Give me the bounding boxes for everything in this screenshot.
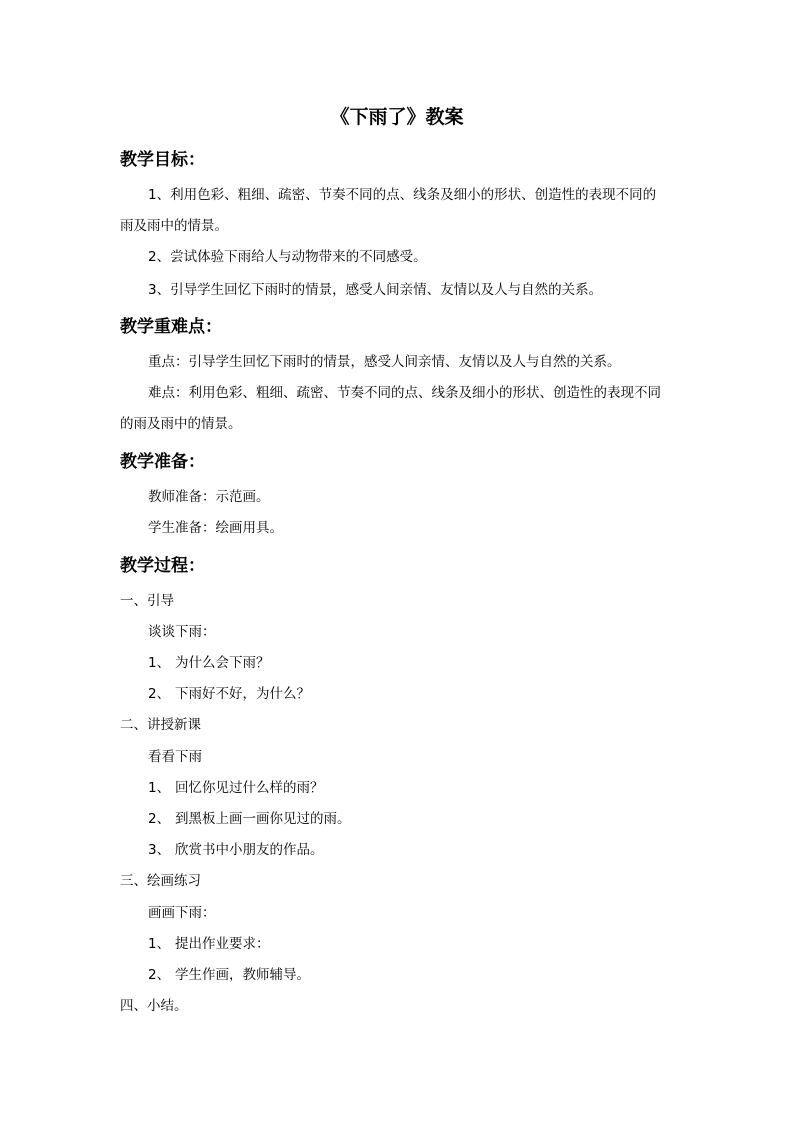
process-heading: 教学过程： (120, 556, 205, 576)
item-text: 提出作业要求： (175, 936, 270, 952)
preparation-heading: 教学准备： (120, 452, 205, 472)
item-text: 回忆你见过什么样的雨？ (175, 780, 324, 796)
item-text: 学生作画，教师辅导。 (175, 967, 310, 983)
process-section-3-title: 三、绘画练习 (120, 873, 201, 889)
item-number: 2、 (148, 686, 171, 702)
item-text: 为什么会下雨？ (175, 655, 270, 671)
key-points-difficulty-line-2: 的雨及雨中的情景。 (120, 416, 242, 432)
item-number: 2、 (148, 811, 171, 827)
goals-item-1-line-1: 1、利用色彩、粗细、疏密、节奏不同的点、线条及细小的形状、创造性的表现不同的 (148, 187, 657, 203)
key-points-heading: 教学重难点： (120, 317, 222, 337)
item-text: 欣赏书中小朋友的作品。 (175, 842, 324, 858)
item-number: 1、 (148, 780, 171, 796)
preparation-teacher: 教师准备：示范画。 (148, 489, 270, 505)
key-points-focus: 重点：引导学生回忆下雨时的情景，感受人间亲情、友情以及人与自然的关系。 (148, 354, 621, 370)
item-number: 3、 (148, 842, 171, 858)
goals-heading: 教学目标： (120, 150, 205, 170)
item-text: 下雨好不好，为什么？ (175, 686, 310, 702)
process-section-2-item-1 (148, 778, 324, 798)
key-points-difficulty-line-1: 难点：利用色彩、粗细、疏密、节奏不同的点、线条及细小的形状、创造性的表现不同 (148, 385, 661, 401)
item-number: 2、 (148, 967, 171, 983)
process-section-1-item-1 (148, 653, 270, 673)
process-section-2-item-2 (148, 809, 351, 829)
goals-item-3: 3、引导学生回忆下雨时的情景，感受人间亲情、友情以及人与自然的关系。 (148, 282, 603, 298)
process-section-2-title: 二、讲授新课 (120, 717, 201, 733)
process-section-4-title: 四、小结。 (120, 998, 188, 1014)
preparation-student: 学生准备：绘画用具。 (148, 520, 283, 536)
process-section-3-item-1 (148, 934, 270, 954)
goals-item-2: 2、尝试体验下雨给人与动物带来的不同感受。 (148, 249, 427, 265)
process-section-3-intro: 画画下雨： (148, 905, 216, 921)
item-number: 1、 (148, 655, 171, 671)
process-section-1-intro: 谈谈下雨： (148, 624, 216, 640)
item-number: 1、 (148, 936, 171, 952)
goals-item-1-line-2: 雨及雨中的情景。 (120, 218, 228, 234)
process-section-1-item-2 (148, 684, 310, 704)
item-text: 到黑板上画一画你见过的雨。 (175, 811, 351, 827)
process-section-2-item-3 (148, 840, 324, 860)
document-title: 《下雨了》教案 (330, 106, 464, 128)
process-section-1-title: 一、引导 (120, 593, 174, 609)
process-section-2-intro: 看看下雨 (148, 749, 202, 765)
process-section-3-item-2 (148, 965, 310, 985)
